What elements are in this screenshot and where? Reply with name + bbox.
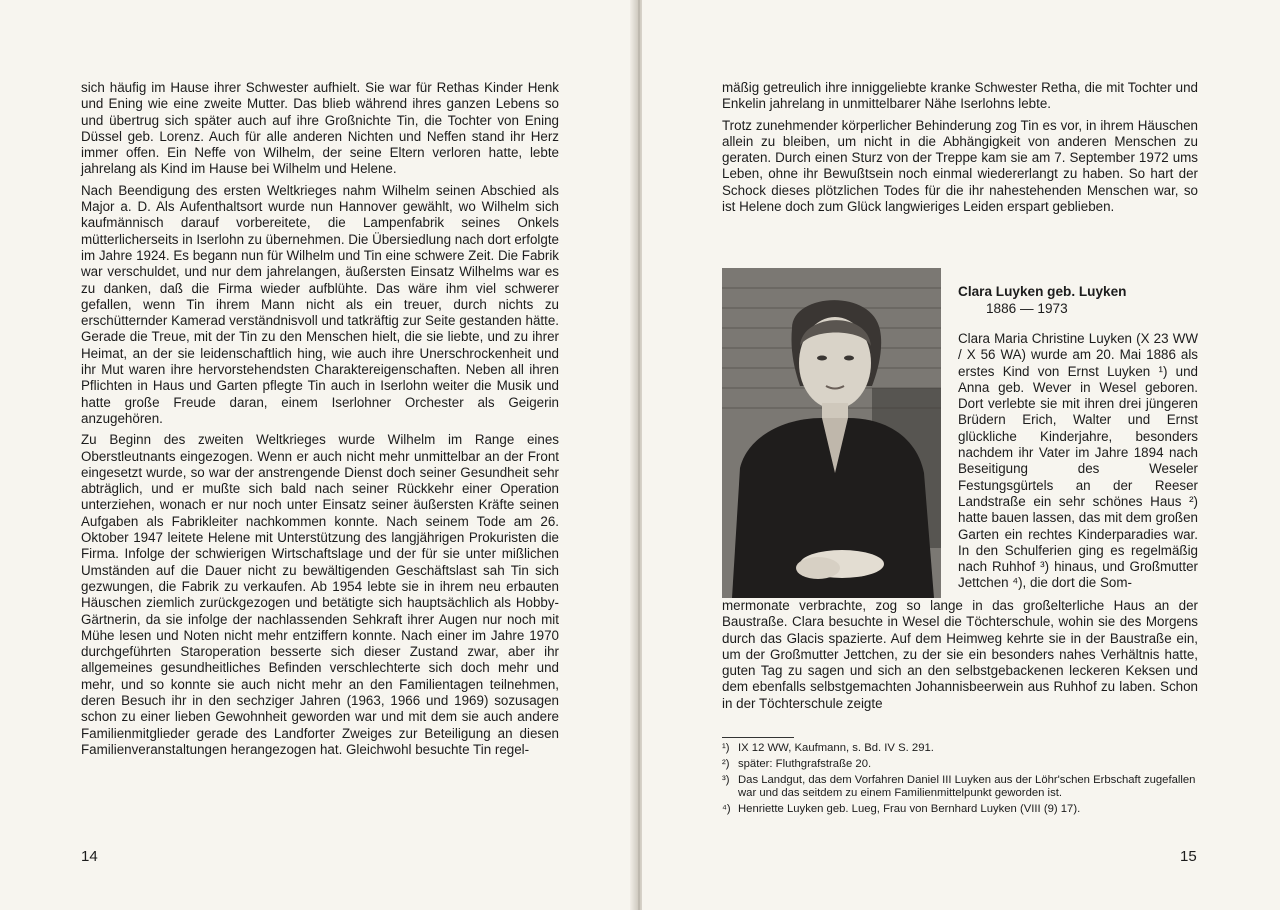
footnote [722,742,1198,756]
bio-side-text: Clara Maria Christine Luyken (X 23 WW / X 56 WA) wurde am 20. Mai 1886 als erstes Kind von Ernst Luyken ¹) und Anna geb. Wever in Wesel geboren. Dort verlebte sie mit ihren drei jüngeren Brüdern Erich, Walter und Ernst glückliche Kinderjahre, besonders nachdem ihr Vater im Jahre 1894 nach Beseitigung des Weseler Festungsgürtels an der Reeser Landstraße ein sehr schönes Haus ²) hatte bauen lassen, das mit dem großen Garten ein rechtes Kinderparadies war. In den Schulferien ging es regelmäßig nach Ruhhof ³) hinaus, und Großmutter Jettchen ⁴), die dort die Som- [958,331,1198,591]
paragraph: mäßig getreulich ihre inniggeliebte kranke Schwester Retha, die mit Tochter und Enkelin jahrelang in unmittelbarer Nähe Iserlohns lebte. [722,80,1198,112]
right-page [642,0,1280,910]
footnote [722,774,1198,802]
footnote-text: Das Landgut, das dem Vorfahren Daniel III Luyken aus der Löhr'schen Erbschaft zugefallen war und das seitdem zu einem Familienmittelpunkt geworden ist. [738,773,1196,800]
footnote-text: später: Fluthgrafstraße 20. [738,757,872,770]
footnote-text: Henriette Luyken geb. Lueg, Frau von Bernhard Luyken (VIII (9) 17). [738,803,1081,816]
footnote-mark: ¹) [722,742,730,754]
paragraph: Trotz zunehmender körperlicher Behinderung zog Tin es vor, in ihrem Häuschen allein zu bleiben, um nicht in die Abhängigkeit von anderen Menschen zu geraten. Durch einen Sturz von der Treppe kam sie am 7. September 1972 ums Leben, ohne ihr Bewußtsein noch einmal wiedererlangt zu haben. So hart der Schock dieses plötzlichen Todes für die ihr nahestehenden Menschen war, so ist Helene doch zum Glück langwieriges Leiden erspart geblieben. [722,117,1198,215]
footnote [722,758,1198,772]
paragraph: sich häufig im Hause ihrer Schwester aufhielt. Sie war für Rethas Kinder Henk und Ening wie eine zweite Mutter. Das blieb während ihres ganzen Lebens so und übertrug sich später auch auf ihre Großnichte Tin, die Tochter von Ening Düssel geb. Lorenz. Auch für alle anderen Nichten und Neffen stand ihr Herz immer offen. Ein Neffe von Wilhelm, der seine Eltern verloren hatte, lebte jahrelang als Kind im Hause bei Wilhelm und Helene. [81,80,559,177]
portrait-illustration [722,268,941,598]
page-number-left: 14 [81,848,98,865]
page-number-right: 15 [1180,848,1197,865]
footnote [722,803,1198,817]
footnotes [722,742,1198,819]
bio-heading [958,283,1198,317]
bio-dates: 1886 — 1973 [986,301,1068,316]
bio-name: Clara Luyken geb. Luyken [958,284,1127,299]
paragraph: Nach Beendigung des ersten Weltkrieges nahm Wilhelm seinen Abschied als Major a. D. Als Aufenthaltsort wurde nun Hannover gewählt, wo Wilhelm sich kaufmännisch darauf vorbereitete, die Lampenfabrik seines Onkels mütterlicherseits in Iserlohn zu übernehmen. Die Übersiedlung nach dort erfolgte im Jahre 1924. Es begann nun für Wilhelm und Tin eine schwere Zeit. Die Fabrik war verschuldet, und nur dem jahrelangen, äußersten Einsatz Wilhelms war es zu danken, daß die Firma wieder aufblühte. Das wäre ihm viel schwerer gefallen, wenn Tin ihrem Mann nicht als ein treuer, durch nichts zu erschütternder Kamerad verständnisvoll und tatkräftig zur Seite gestanden hätte. Gerade die Treue, mit der Tin zu den Menschen hielt, die sie liebte, und zu ihrer Heimat, an der sie leidenschaftlich hing, wie auch ihre Unerschrockenheit und ihr Mut waren ihre hervorstehendsten Charaktereigenschaften. Neben all ihren Pflichten in Haus und Garten pflegte Tin auch in Iserlohn weiter die Musik und hatte große Freude daran, einem Iserlohner Orchester als Geigerin anzugehören. [81,182,559,426]
footnote-text: IX 12 WW, Kaufmann, s. Bd. IV S. 291. [738,742,934,754]
bio-full-text: mermonate verbrachte, zog so lange in das großelterliche Haus an der Baustraße. Clara besuchte in Wesel die Töchterschule, wohin sie des Morgens durch das Glacis spazierte. Auf dem Heimweg kehrte sie in der Baustraße ein, um der Großmutter Jettchen, zu der sie ein besonders nahes Verhältnis hatte, guten Tag zu sagen und sich an den selbstgebackenen leckeren Keksen und dem ebenfalls selbstgemachten Johannisbeerwein aus Ruhhof zu laben. Schon in der Töchterschule zeigte [722,598,1198,711]
portrait-photo [722,268,941,598]
footnote-mark: ⁴) [722,803,731,816]
left-page [0,0,636,910]
right-page-text [722,80,1198,220]
footnote-rule [722,737,794,738]
left-page-text [81,80,559,763]
footnote-mark: ²) [722,757,730,770]
footnote-mark: ³) [722,773,730,786]
paragraph: Zu Beginn des zweiten Weltkrieges wurde Wilhelm im Range eines Oberstleutnants eingezogen. Wenn er auch nicht mehr unmittelbar an der Front eingesetzt wurde, so war der anstrengende Dienst doch seiner Gesundheit sehr abträglich, und er mußte sich bald nach seiner Rückkehr einer Operation unterziehen, wonach er nur noch unter Einsatz seiner äußersten Kräfte seinen Aufgaben als Fabrikleiter nachkommen konnte. Nach seinem Tode am 26. Oktober 1947 leitete Helene mit Unterstützung des langjährigen Prokuristen die Firma. Infolge der schwierigen Wirtschaftslage und der für sie unter mißlichen Umständen auf die Dauer nicht zu bewältigenden Geschäftslast sah Tin sich gezwungen, die Fabrik zu verkaufen. Ab 1954 lebte sie in ihrem neu erbauten Häuschen ziemlich zurückgezogen und betätigte sich hauptsächlich als Hobby-Gärtnerin, da sie infolge der nachlassenden Sehkraft ihrer Augen nur noch mit Mühe lesen und Noten nicht mehr entziffern konnte. Nach einer im Jahre 1970 durchgeführten Staroperation besserte sich dieser Zustand zwar, aber ihr allgemeines gesundheitliches Befinden verschlechterte sich doch mehr und mehr, und so konnte sie auch nicht mehr an den Familientagen teilnehmen, deren Besuch ihr in den sechziger Jahren (1963, 1966 und 1969) sozusagen schon zu einer lieben Gewohnheit geworden war und mit dem sie auch andere Familienmitglieder gerade des Landforter Zweiges zur Beteiligung an diesen Familienveranstaltungen herangezogen hat. Gleichwohl besuchte Tin regel- [81,432,559,757]
